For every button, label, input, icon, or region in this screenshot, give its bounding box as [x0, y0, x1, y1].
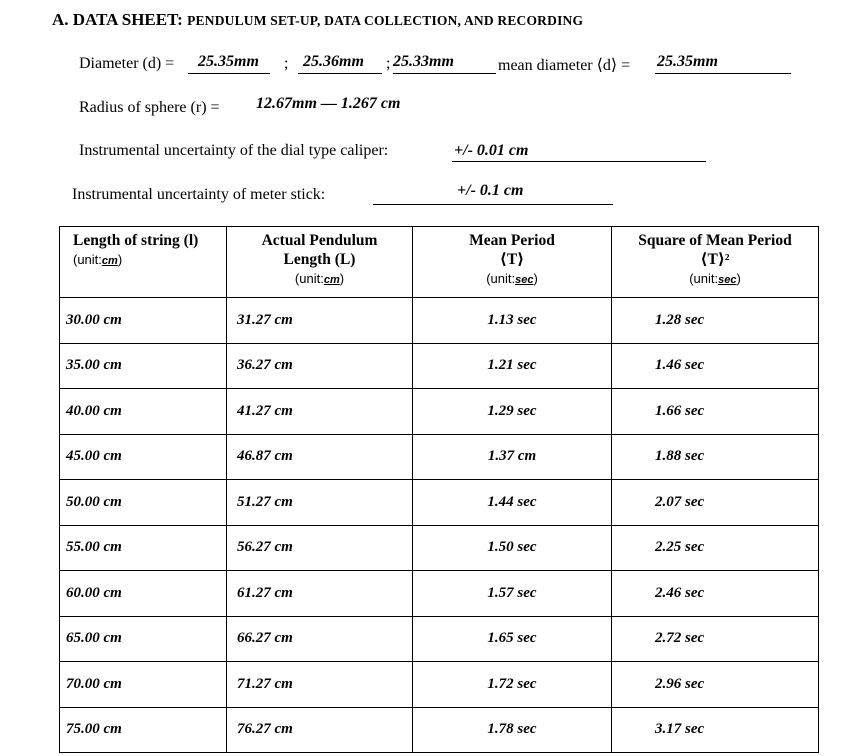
- cell-actual-length: 46.87 cm: [227, 434, 413, 480]
- table-header-row: [60, 227, 819, 298]
- cell-mean-period-squared: 2.96 sec: [612, 662, 819, 708]
- diameter-measurement-2: 25.36mm: [303, 53, 364, 70]
- cell-mean-period: 1.57 sec: [413, 571, 612, 617]
- table-row: [60, 298, 819, 344]
- mean-diameter-blank: [655, 53, 791, 74]
- cell-mean-period-squared: 3.17 sec: [612, 707, 819, 753]
- table-row: [60, 434, 819, 480]
- cell-mean-period-squared: 1.88 sec: [612, 434, 819, 480]
- header-unit: [612, 269, 818, 290]
- diameter-separator-2: ;: [386, 55, 391, 72]
- header-unit: [413, 269, 611, 290]
- header-unit-prefix: (unit:: [294, 271, 324, 286]
- section-title: [52, 10, 583, 30]
- cell-length-of-string: 60.00 cm: [60, 571, 227, 617]
- cell-length-of-string: 55.00 cm: [60, 525, 227, 571]
- diameter-blank-2: [298, 53, 382, 74]
- header-unit-value: cm: [323, 274, 340, 286]
- mean-diameter-value: 25.35mm: [657, 53, 718, 70]
- cell-mean-period-squared: 2.25 sec: [612, 525, 819, 571]
- cell-mean-period: 1.13 sec: [413, 298, 612, 344]
- radius-label: Radius of sphere (r) =: [79, 99, 220, 116]
- header-actual-pendulum-length: [227, 227, 413, 298]
- cell-mean-period: 1.29 sec: [413, 389, 612, 435]
- meterstick-uncertainty-label: Instrumental uncertainty of meter stick:: [72, 186, 326, 203]
- header-unit-suffix: ): [533, 271, 538, 286]
- header-unit-suffix: ): [339, 271, 345, 286]
- cell-mean-period-squared: 2.72 sec: [612, 616, 819, 662]
- header-title: Actual Pendulum: [261, 232, 378, 249]
- diameter-separator-1: ;: [284, 55, 289, 72]
- table-row: [60, 480, 819, 526]
- header-title: Square of Mean Period: [638, 232, 792, 249]
- table-row: [60, 616, 819, 662]
- cell-actual-length: 51.27 cm: [227, 480, 413, 526]
- cell-actual-length: 36.27 cm: [227, 343, 413, 389]
- diameter-measurement-3: 25.33mm: [393, 53, 454, 70]
- header-title-line2: Length (L): [283, 251, 356, 268]
- table-row: [60, 707, 819, 753]
- cell-mean-period: 1.72 sec: [413, 662, 612, 708]
- table-row: [60, 389, 819, 435]
- header-mean-period: [413, 227, 612, 298]
- header-title: Mean Period: [469, 232, 555, 249]
- diameter-measurement-1: 25.35mm: [198, 53, 259, 70]
- meterstick-uncertainty-value: +/- 0.1 cm: [457, 182, 524, 199]
- header-title-line2: ⟨T⟩²: [700, 251, 730, 268]
- cell-actual-length: 61.27 cm: [227, 571, 413, 617]
- caliper-uncertainty-value: +/- 0.01 cm: [454, 142, 529, 159]
- cell-length-of-string: 35.00 cm: [60, 343, 227, 389]
- cell-length-of-string: 40.00 cm: [60, 389, 227, 435]
- cell-actual-length: 41.27 cm: [227, 389, 413, 435]
- pendulum-data-table: [59, 226, 819, 753]
- cell-mean-period-squared: 1.66 sec: [612, 389, 819, 435]
- header-unit-value: sec: [718, 274, 737, 286]
- header-unit-suffix: ): [736, 271, 741, 286]
- section-subtitle: PENDULUM SET-UP, DATA COLLECTION, AND RECORDING: [187, 13, 584, 28]
- cell-length-of-string: 45.00 cm: [60, 434, 227, 480]
- header-unit: [227, 269, 412, 290]
- cell-mean-period: 1.44 sec: [413, 480, 612, 526]
- table-row: [60, 662, 819, 708]
- header-unit-value: cm: [101, 255, 118, 267]
- header-unit-value: sec: [515, 274, 534, 286]
- cell-length-of-string: 70.00 cm: [60, 662, 227, 708]
- table-row: [60, 571, 819, 617]
- cell-mean-period: 1.37 cm: [413, 434, 612, 480]
- cell-actual-length: 76.27 cm: [227, 707, 413, 753]
- cell-actual-length: 56.27 cm: [227, 525, 413, 571]
- cell-actual-length: 66.27 cm: [227, 616, 413, 662]
- cell-length-of-string: 30.00 cm: [60, 298, 227, 344]
- diameter-blank-1: [188, 53, 270, 74]
- header-unit-prefix: (unit:: [486, 271, 516, 286]
- mean-diameter-label: mean diameter ⟨d⟩ =: [498, 57, 631, 74]
- header-length-of-string: [60, 227, 227, 298]
- cell-actual-length: 31.27 cm: [227, 298, 413, 344]
- header-title-line2: ⟨T⟩: [499, 251, 525, 268]
- cell-mean-period-squared: 2.07 sec: [612, 480, 819, 526]
- radius-value: 12.67mm — 1.267 cm: [256, 95, 401, 112]
- cell-length-of-string: 65.00 cm: [60, 616, 227, 662]
- cell-mean-period-squared: 1.28 sec: [612, 298, 819, 344]
- cell-mean-period-squared: 2.46 sec: [612, 571, 819, 617]
- header-unit-prefix: (unit:: [689, 271, 719, 286]
- header-unit: [73, 250, 226, 271]
- caliper-uncertainty-blank: [452, 142, 706, 162]
- meterstick-uncertainty-blank: [373, 182, 613, 205]
- cell-mean-period: 1.50 sec: [413, 525, 612, 571]
- table-row: [60, 525, 819, 571]
- cell-actual-length: 71.27 cm: [227, 662, 413, 708]
- header-title: Length of string (l): [73, 232, 199, 249]
- header-unit-prefix: (unit:: [73, 252, 102, 267]
- cell-length-of-string: 75.00 cm: [60, 707, 227, 753]
- caliper-uncertainty-label: Instrumental uncertainty of the dial type caliper:: [79, 142, 389, 159]
- cell-length-of-string: 50.00 cm: [60, 480, 227, 526]
- cell-mean-period-squared: 1.46 sec: [612, 343, 819, 389]
- header-square-of-mean-period: [612, 227, 819, 298]
- table-body: [60, 298, 819, 753]
- cell-mean-period: 1.78 sec: [413, 707, 612, 753]
- cell-mean-period: 1.21 sec: [413, 343, 612, 389]
- diameter-label: Diameter (d) =: [79, 55, 175, 72]
- section-title-prefix: A. DATA SHEET:: [52, 10, 183, 29]
- cell-mean-period: 1.65 sec: [413, 616, 612, 662]
- header-unit-suffix: ): [117, 252, 123, 267]
- diameter-blank-3: [393, 53, 496, 74]
- table-row: [60, 343, 819, 389]
